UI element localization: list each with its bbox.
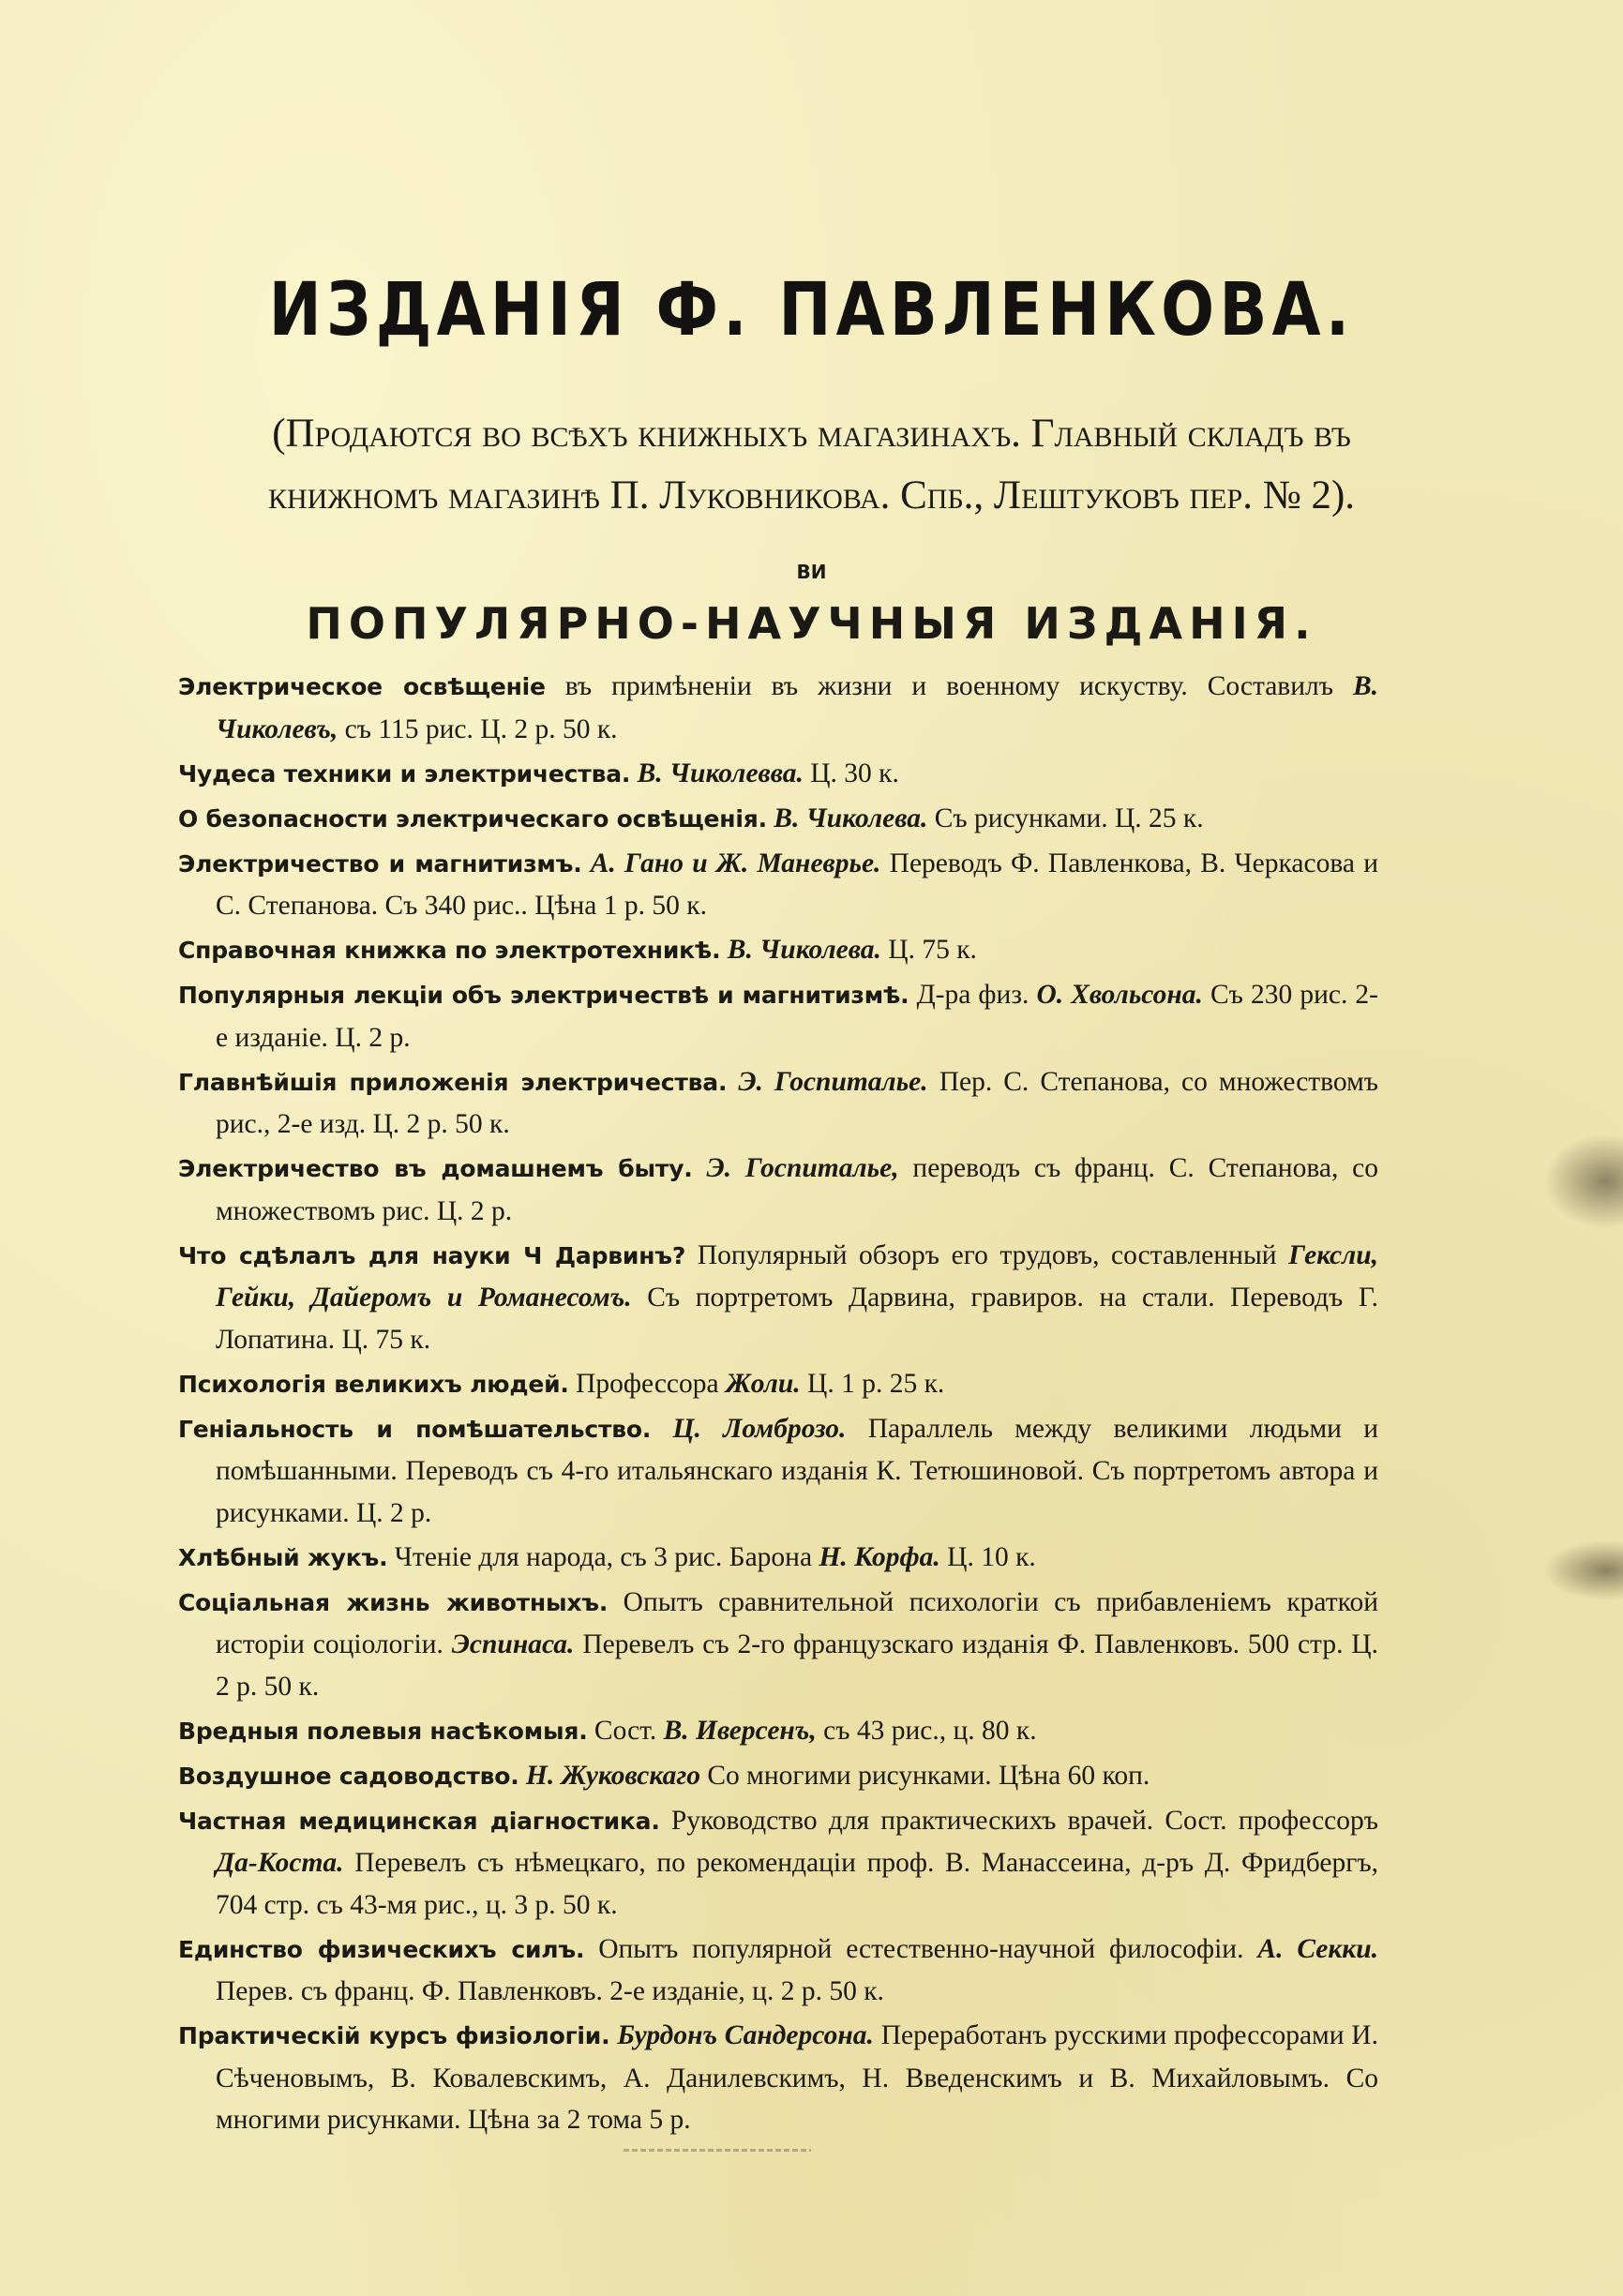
subtitle-line-1: (Продаются во всѣхъ книжныхъ магазинахъ. Главный складъ въ xyxy=(272,412,1351,456)
page-edge-stain xyxy=(1539,1538,1623,1603)
catalog-entry xyxy=(178,1148,1378,1232)
catalog-entry xyxy=(178,1363,1378,1406)
entry-author: Эспинаса. xyxy=(451,1629,575,1659)
catalog-entry xyxy=(178,1061,1378,1146)
entry-text: Переводъ Ф. Павленкова, В. Черкасова и С. Степанова. Съ 340 рис.. Цѣна 1 р. 50 к. xyxy=(216,848,1378,921)
entry-title: Психологія великихъ людей. xyxy=(178,1370,569,1398)
entry-author: Н. Жуковскаго xyxy=(525,1760,700,1791)
entry-text: Популярный обзоръ его трудовъ, составленный xyxy=(697,1239,1277,1270)
entry-text: Съ 230 рис. 2-е изданіе. Ц. 2 р. xyxy=(216,980,1378,1053)
subtitle-line-2: книжномъ магазинѣ П. Луковникова. Спб., Лештуковъ пер. № 2). xyxy=(267,473,1356,518)
entry-text: Переработанъ русскими профессорами И. Сѣченовымъ, В. Ковалевскимъ, А. Данилевскимъ, Н. Введенскимъ и В. Михайловымъ. Со многими рисунками. Цѣна за 2 тома 5 р. xyxy=(216,2020,1378,2135)
section-mark: ВИ xyxy=(796,561,827,583)
entry-text: Руководство для практическихъ врачей. Сост. профессоръ xyxy=(670,1805,1379,1836)
subtitle xyxy=(141,403,1482,527)
catalog-entry xyxy=(178,1800,1378,1927)
entry-author: Да-Коста. xyxy=(216,1848,344,1878)
entry-author: Гексли, Гейки, Дайеромъ и Романесомъ. xyxy=(216,1239,1379,1313)
entry-text: Ц. 75 к. xyxy=(888,935,977,965)
entry-text: Ц. 10 к. xyxy=(947,1541,1036,1572)
entry-text: Профессора xyxy=(576,1368,719,1399)
entry-author: В. Чиколева. xyxy=(774,803,928,833)
entry-title: Что сдѣлалъ для науки Ч Дарвинъ? xyxy=(178,1241,686,1269)
entry-title: Воздушное садоводство. xyxy=(178,1762,519,1790)
page-title: ИЗДАНІЯ Ф. ПАВЛЕНКОВА. xyxy=(268,268,1355,353)
entry-author: А. Секки. xyxy=(1257,1933,1379,1964)
entry-text: Опытъ популярной естественно-научной философіи. xyxy=(598,1933,1244,1964)
entry-text: въ примѣненіи въ жизни и военному искуству. Составилъ xyxy=(564,671,1333,701)
entry-author: В. Иверсенъ, xyxy=(663,1715,817,1746)
entry-title: Единство физическихъ силъ. xyxy=(178,1935,585,1963)
catalog-entry xyxy=(178,798,1378,841)
entry-author: Жоли. xyxy=(726,1368,801,1399)
entry-title: Практическій курсъ физіологіи. xyxy=(178,2022,610,2049)
catalog-entry xyxy=(178,2015,1378,2141)
entry-text: Ц. 30 к. xyxy=(810,758,899,788)
page-edge-stain xyxy=(1539,1130,1623,1233)
entry-author: О. Хвольсона. xyxy=(1036,980,1203,1010)
divider xyxy=(624,2149,811,2152)
entry-text: Пер. С. Степанова, со множествомъ рис., 2-е изд. Ц. 2 р. 50 к. xyxy=(216,1066,1379,1139)
entry-title: О безопасности электрическаго освѣщенія. xyxy=(178,804,767,833)
entry-text: Чтеніе для народа, съ 3 рис. Барона xyxy=(394,1541,813,1572)
entry-title: Геніальность и помѣшательство. xyxy=(178,1415,652,1443)
entry-author: Э. Госпиталье, xyxy=(706,1153,899,1183)
entry-title: Популярныя лекціи объ электричествѣ и магнитизмѣ. xyxy=(178,982,909,1009)
entry-title: Чудеса техники и электричества. xyxy=(178,759,631,788)
entry-text: Д-ра физ. xyxy=(916,980,1029,1010)
entry-text: Съ рисунками. Ц. 25 к. xyxy=(934,803,1204,833)
catalog-entry xyxy=(178,1537,1378,1580)
entry-title: Частная медицинская діагностика. xyxy=(178,1807,660,1835)
entry-title: Электричество и магнитизмъ. xyxy=(178,849,582,878)
entry-text: Съ портретомъ Дарвина, гравиров. на стали. Переводъ Г. Лопатина. Ц. 75 к. xyxy=(216,1283,1378,1355)
catalog-entry xyxy=(178,1710,1378,1753)
entry-text: Перевелъ съ нѣмецкаго, по рекомендаціи проф. В. Манассеина, д-ръ Д. Фридбергъ, 704 стр. съ 43-мя рис., ц. 3 р. 50 к. xyxy=(216,1848,1378,1920)
entry-text: Со многими рисунками. Цѣна 60 коп. xyxy=(707,1760,1150,1791)
catalog-entry xyxy=(178,843,1378,927)
entry-text: съ 43 рис., ц. 80 к. xyxy=(823,1715,1037,1746)
entry-author: Н. Корфа. xyxy=(819,1541,940,1572)
catalog-entry xyxy=(178,666,1378,750)
entry-text: переводъ съ франц. С. Степанова, со множествомъ рис. Ц. 2 р. xyxy=(216,1153,1379,1226)
catalog-entry xyxy=(178,974,1378,1058)
catalog-entry xyxy=(178,1755,1378,1798)
catalog-list xyxy=(178,666,1378,2143)
catalog-entry xyxy=(178,1408,1378,1535)
entry-title: Вредныя полевыя насѣкомыя. xyxy=(178,1717,588,1745)
catalog-entry xyxy=(178,1235,1378,1361)
catalog-entry xyxy=(178,753,1378,796)
section-title: ПОПУЛЯРНО-НАУЧНЫЯ ИЗДАНІЯ. xyxy=(306,598,1317,649)
entry-title: Соціальная жизнь животныхъ. xyxy=(178,1588,609,1616)
entry-text: Сост. xyxy=(594,1715,657,1746)
entry-text: Ц. 1 р. 25 к. xyxy=(807,1368,945,1399)
entry-title: Справочная книжка по электротехникѣ. xyxy=(178,937,721,964)
entry-author: Ц. Ломброзо. xyxy=(672,1413,847,1444)
catalog-entry xyxy=(178,929,1378,972)
catalog-entry xyxy=(178,1928,1378,2013)
catalog-entry xyxy=(178,1582,1378,1708)
entry-author: В. Чиколева. xyxy=(727,935,881,965)
entry-author: Бурдонъ Сандерсона. xyxy=(617,2020,874,2050)
entry-title: Главнѣйшія приложенія электричества. xyxy=(178,1068,728,1096)
entry-text: Перев. съ франц. Ф. Павленковъ. 2-е изданіе, ц. 2 р. 50 к. xyxy=(216,1976,884,2006)
entry-text: съ 115 рис. Ц. 2 р. 50 к. xyxy=(344,713,618,744)
entry-text: Параллель между великими людьми и помѣшанными. Переводъ съ 4-го итальянскаго изданія К. Тетюшиновой. Съ портретомъ автора и рисунками. Ц. 2 р. xyxy=(216,1413,1379,1528)
entry-text: Опытъ сравнительной психологіи съ прибавленіемъ краткой исторіи соціологіи. xyxy=(216,1586,1378,1659)
entry-title: Электрическое освѣщеніе xyxy=(178,673,546,700)
entry-title: Электричество въ домашнемъ быту. xyxy=(178,1155,693,1182)
entry-title: Хлѣбный жукъ. xyxy=(178,1543,388,1571)
entry-author: Э. Госпиталье. xyxy=(738,1066,928,1097)
entry-author: А. Гано и Ж. Маневрье. xyxy=(590,848,881,878)
entry-text: Перевелъ съ 2-го французскаго изданія Ф. Павленковъ. 500 стр. Ц. 2 р. 50 к. xyxy=(216,1629,1378,1702)
entry-author: В. Чиколевва. xyxy=(637,758,804,788)
entry-author: В. Чиколевъ, xyxy=(216,671,1378,744)
